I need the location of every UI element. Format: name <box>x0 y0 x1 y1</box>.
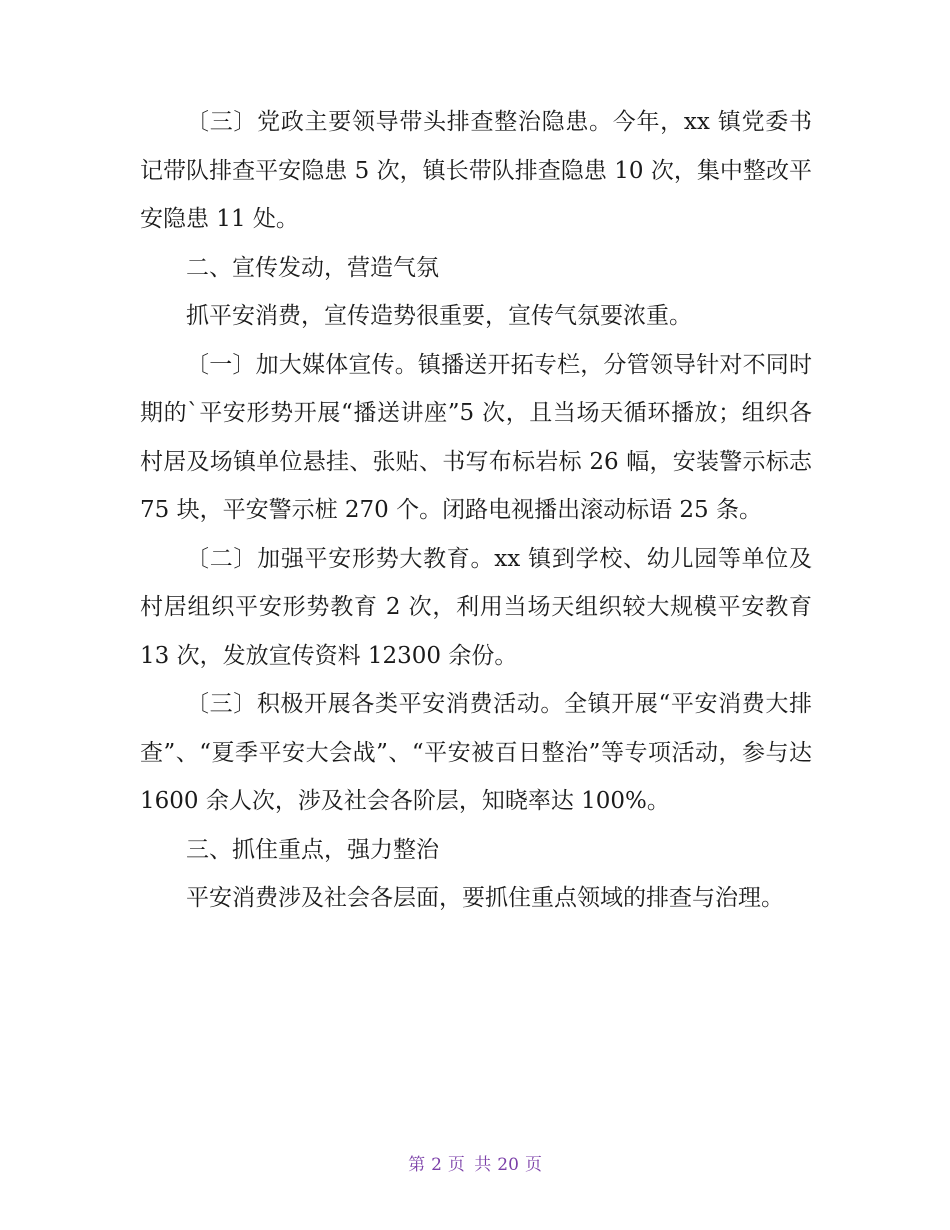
paragraph-key-areas: 平安消费涉及社会各层面，要抓住重点领域的排查与治理。 <box>186 885 784 911</box>
footer-mid: 页 共 <box>447 1155 492 1175</box>
footer-page-number: 2 <box>431 1155 442 1175</box>
paragraph-media-publicity: 〔一〕加大媒体宣传。镇播送开拓专栏，分管领导针对不同时期的`平安形势开展“播送讲座”5 次，且当场天循环播放；组织各村居及场镇单位悬挂、张贴、书写布标岩标 26 幅，安装警示标志 75 块，平安警示桩 270 个。闭路电视播出滚动标语 25 条。 <box>140 351 812 523</box>
paragraph-publicity-intro: 抓平安消费，宣传造势很重要，宣传气氛要浓重。 <box>186 303 692 329</box>
document-body <box>140 98 812 923</box>
paragraph-safety-activities: 〔三〕积极开展各类平安消费活动。全镇开展“平安消费大排查”、“夏季平安大会战”、“平安被百日整治”等专项活动，参与达 1600 余人次，涉及社会各阶层，知晓率达 100%。 <box>140 691 812 814</box>
page-footer <box>0 1150 950 1175</box>
paragraph-party-leaders: 〔三〕党政主要领导带头排查整治隐患。今年，xx 镇党委书记带队排查平安隐患 5 次，镇长带队排查隐患 10 次，集中整改平安隐患 11 处。 <box>140 109 812 232</box>
heading-publicity: 二、宣传发动，营造气氛 <box>186 254 439 281</box>
paragraph-safety-education: 〔二〕加强平安形势大教育。xx 镇到学校、幼儿园等单位及村居组织平安形势教育 2 次，利用当场天组织较大规模平安教育 13 次，发放宣传资料 12300 余份。 <box>140 545 812 669</box>
footer-prefix: 第 <box>408 1155 426 1175</box>
footer-suffix: 页 <box>524 1155 542 1175</box>
footer-total-pages: 20 <box>497 1155 519 1175</box>
heading-key-rectification: 三、抓住重点，强力整治 <box>186 836 439 863</box>
